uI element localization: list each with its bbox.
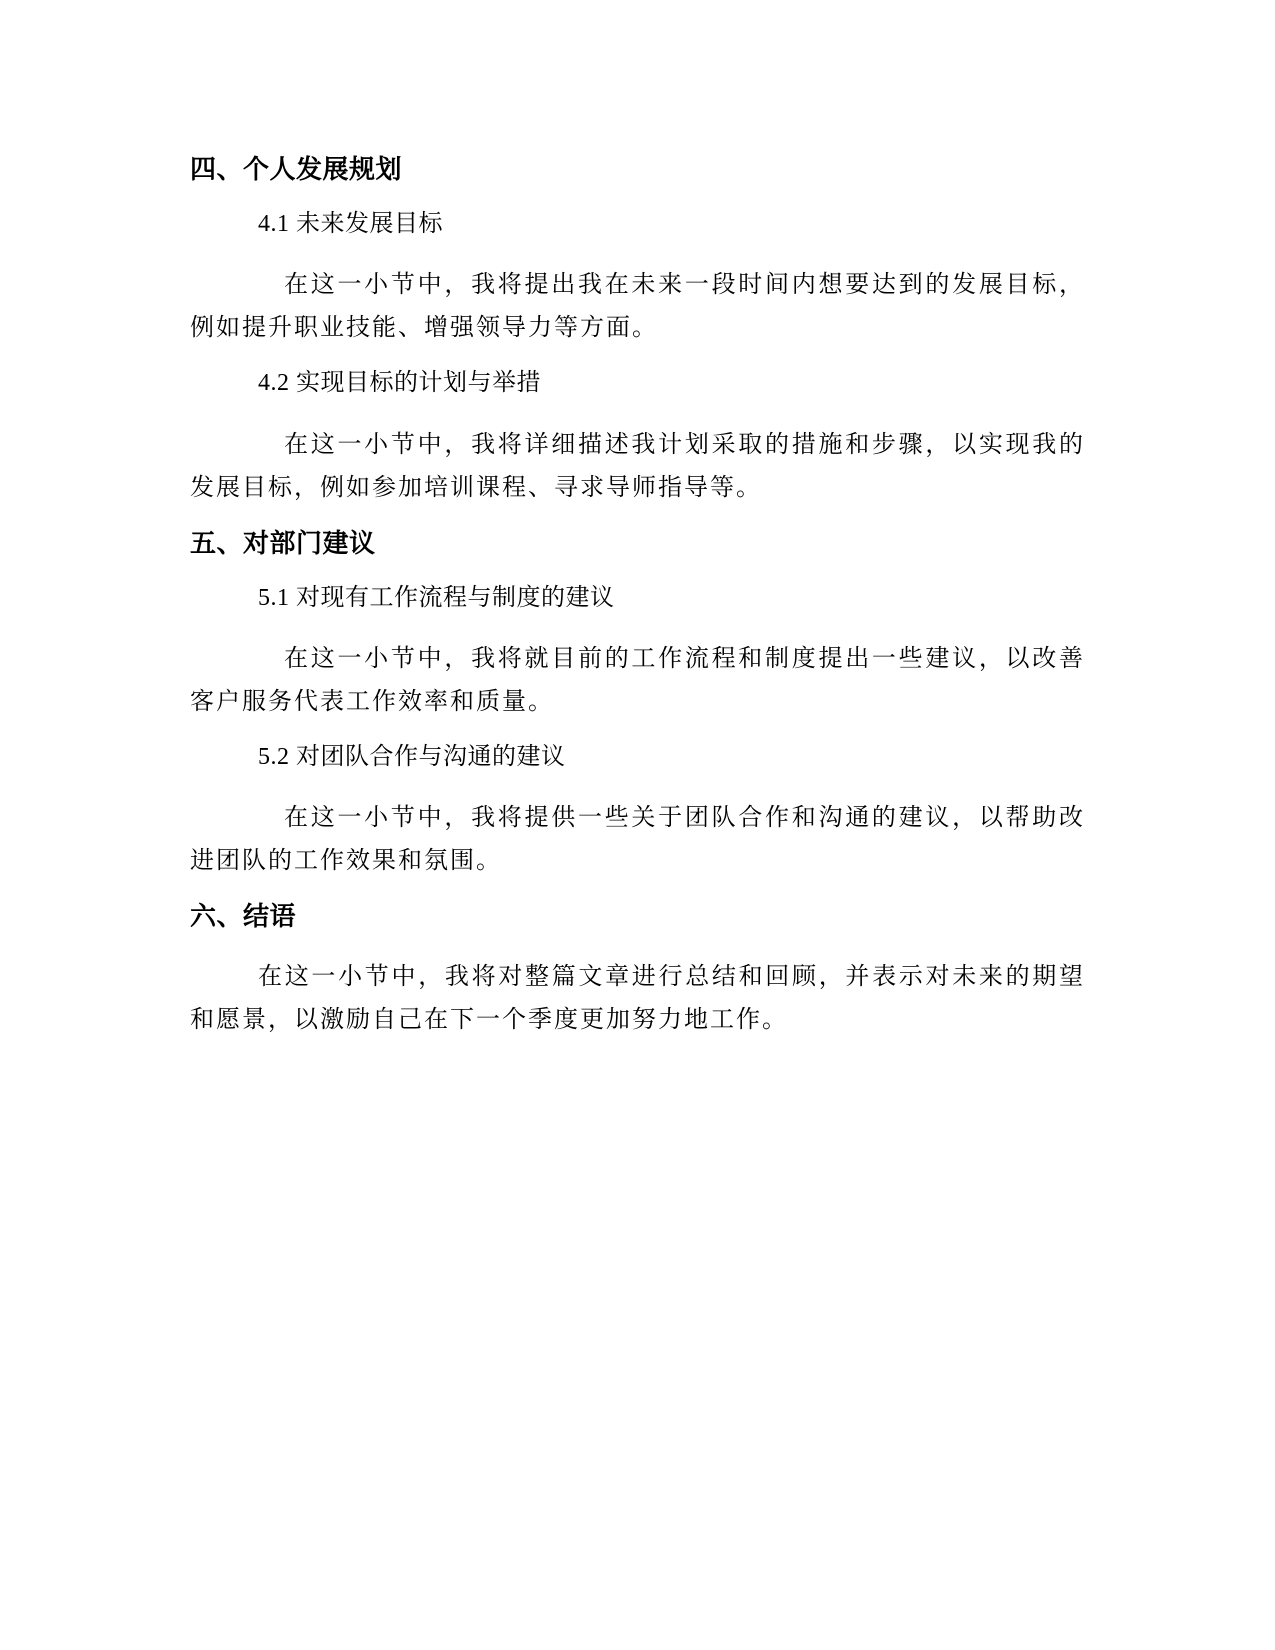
subsection-title-future-goals: 4.1 未来发展目标 xyxy=(258,211,443,238)
section-heading-conclusion: 六、结语 xyxy=(190,901,297,932)
paragraph-future-goals: 在这一小节中，我将提出我在未来一段时间内想要达到的发展目标，例如提升职业技能、增强领导力等方面。 xyxy=(190,272,1085,342)
paragraph-conclusion: 在这一小节中，我将对整篇文章进行总结和回顾，并表示对未来的期望和愿景，以激励自己在下一个季度更加努力地工作。 xyxy=(190,964,1085,1034)
paragraph-plans-measures: 在这一小节中，我将详细描述我计划采取的措施和步骤，以实现我的发展目标，例如参加培训课程、寻求导师指导等。 xyxy=(190,431,1085,501)
subsection-title-plans-measures: 4.2 实现目标的计划与举措 xyxy=(258,370,541,397)
section-heading-department-suggestions: 五、对部门建议 xyxy=(190,527,376,558)
paragraph-teamwork-suggestions: 在这一小节中，我将提供一些关于团队合作和沟通的建议，以帮助改进团队的工作效果和氛围。 xyxy=(190,805,1085,875)
subsection-title-teamwork-suggestions: 5.2 对团队合作与沟通的建议 xyxy=(258,743,566,770)
paragraph-workflow-suggestions: 在这一小节中，我将就目前的工作流程和制度提出一些建议，以改善客户服务代表工作效率和质量。 xyxy=(190,645,1085,715)
subsection-title-workflow-suggestions: 5.1 对现有工作流程与制度的建议 xyxy=(258,584,615,611)
document-body xyxy=(190,140,1085,1060)
section-heading-personal-development: 四、个人发展规划 xyxy=(190,154,403,184)
